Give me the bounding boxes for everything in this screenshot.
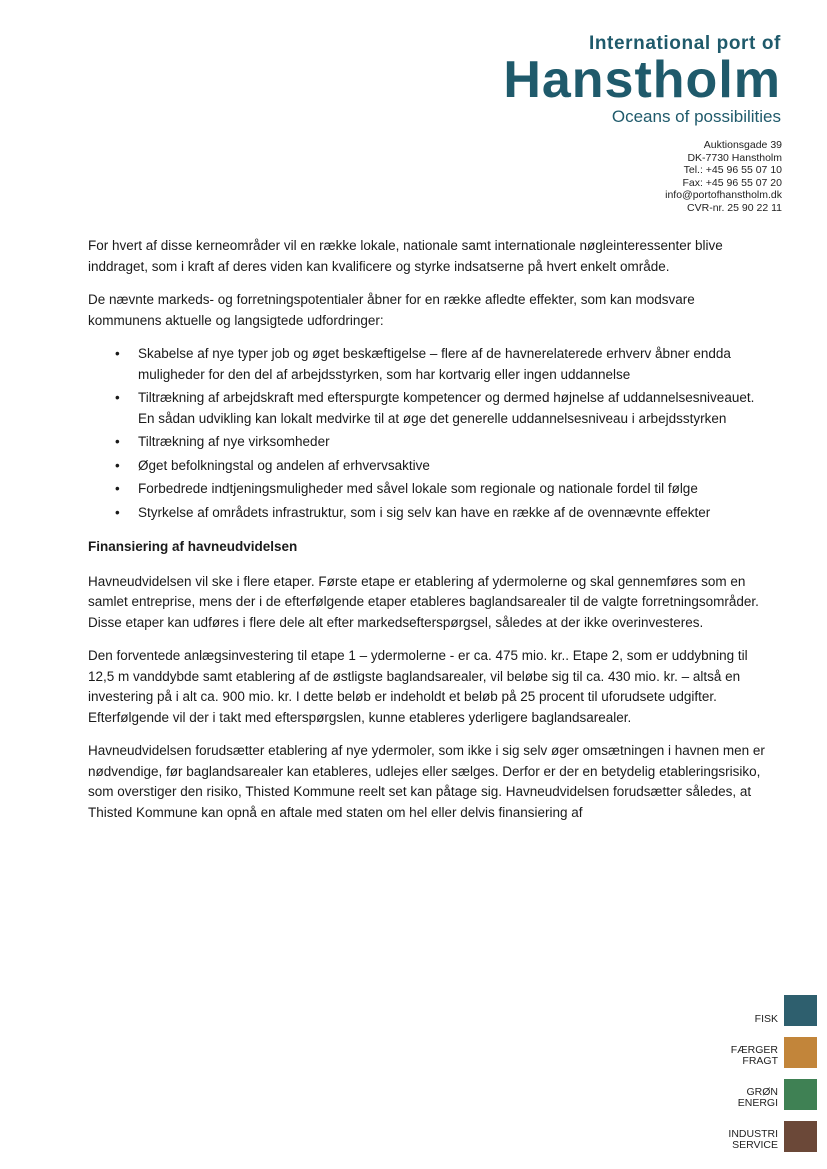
logo-wordmark: Hanstholm (503, 51, 781, 109)
list-item: • Forbedrede indtjeningsmuligheder med såvel lokale som regionale og nationale fordel til følge (138, 479, 768, 500)
address-cvr: CVR-nr. 25 90 22 11 (687, 201, 782, 214)
list-item: • Tiltrækning af nye virksomheder (138, 432, 768, 453)
address-email: info@portofhanstholm.dk (665, 189, 782, 202)
address-fax: Fax: +45 96 55 07 20 (682, 176, 782, 189)
section-heading: Finansiering af havneudvidelsen (88, 539, 298, 554)
sector-label-line1: INDUSTRI (728, 1128, 778, 1140)
sector-label-line1: FISK (754, 1013, 778, 1025)
list-item: • Tiltrækning af arbejdskraft med efterspurgte kompetencer og dermed højnelse af uddannelsesniveauet. En sådan udvikling kan lokalt medvirke til at øge det generelle uddannelsesniveau i arbejdsstyrken (138, 388, 768, 429)
sector-swatch (784, 1037, 817, 1068)
sector-swatch (784, 1121, 817, 1152)
list-item: • Øget befolkningstal og andelen af erhvervsaktive (138, 456, 768, 477)
sector-label-line2: FRAGT (742, 1055, 778, 1067)
sector-fisk (697, 994, 817, 1026)
effects-list (88, 344, 768, 523)
sector-label-line1: FÆRGER (730, 1044, 778, 1056)
sector-groen-energi (697, 1078, 817, 1110)
sector-label-line2: ENERGI (737, 1097, 778, 1109)
sector-faerger-fragt (697, 1036, 817, 1068)
paragraph-investment: Den forventede anlægsinvestering til etape 1 – ydermolerne - er ca. 475 mio. kr.. Etape 2, som er uddybning til 12,5 m vanddybde samt etablering af de østligste baglandsarealer, vil beløbe sig til ca. 430 mio. kr. – altså en investering på i alt ca. 900 mio. kr. I dette beløb er indeholdt et beløb på 25 procent til uforudsete udgifter. Efterfølgende vil der i takt med efterspørgslen, kunne etableres yderligere baglandsarealer. (88, 648, 748, 725)
letter-body (88, 236, 768, 836)
sector-swatch (784, 1079, 817, 1110)
sector-label-line1: GRØN (746, 1086, 778, 1098)
address-street: Auktionsgade 39 (703, 139, 782, 151)
paragraph-stages: Havneudvidelsen vil ske i flere etaper. Første etape er etablering af ydermolerne og skal gennemføres som en samlet entreprise, mens der i de efterfølgende etaper etableres baglandsarealer til de valgte forretningsområder. Disse etaper kan udføres i flere dele alt efter markedsefterspørgsel, således at der ikke overinvesteres. (88, 573, 759, 630)
contact-address (665, 139, 782, 215)
address-phone: Tel.: +45 96 55 07 10 (683, 164, 782, 177)
paragraph-risk: Havneudvidelsen forudsætter etablering af nye ydermoler, som ikke i sig selv øger omsætningen i havnen men er nødvendige, før baglandsarealer kan etableres, udlejes eller sælges. Derfor er der en betydelig etableringsrisiko, som overstiger den risiko, Thisted Kommune reelt set kan påtage sig. Havneudvidelsen forudsætter således, at Thisted Kommune kan opnå en aftale med staten om hel eller delvis finansiering af (88, 743, 765, 820)
paragraph-stakeholders: For hvert af disse kerneområder vil en række lokale, nationale samt internationale nøgleinteressenter blive inddraget, som i kraft af deres viden kan kvalificere og styrke indsatserne på hvert enkelt område. (88, 238, 723, 274)
sector-legend (697, 994, 817, 1162)
list-item: • Styrkelse af områdets infrastruktur, som i sig selv kan have en række af de ovennævnte effekter (138, 503, 768, 524)
sector-swatch (784, 995, 817, 1026)
sector-label-line2: SERVICE (732, 1139, 778, 1151)
paragraph-effects-intro: De nævnte markeds- og forretningspotentialer åbner for en række afledte effekter, som kan modsvare kommunens aktuelle og langsigtede udfordringer: (88, 292, 695, 328)
company-logo (503, 33, 781, 127)
sector-industri-service (697, 1120, 817, 1152)
address-city: DK-7730 Hanstholm (687, 151, 782, 164)
logo-tagline-top: International port of (588, 33, 781, 54)
logo-slogan: Oceans of possibilities (611, 107, 781, 126)
list-item: • Skabelse af nye typer job og øget beskæftigelse – flere af de havnerelaterede erhverv åbner endda muligheder for den del af arbejdsstyrken, som har kortvarig eller ingen uddannelse (138, 344, 768, 385)
